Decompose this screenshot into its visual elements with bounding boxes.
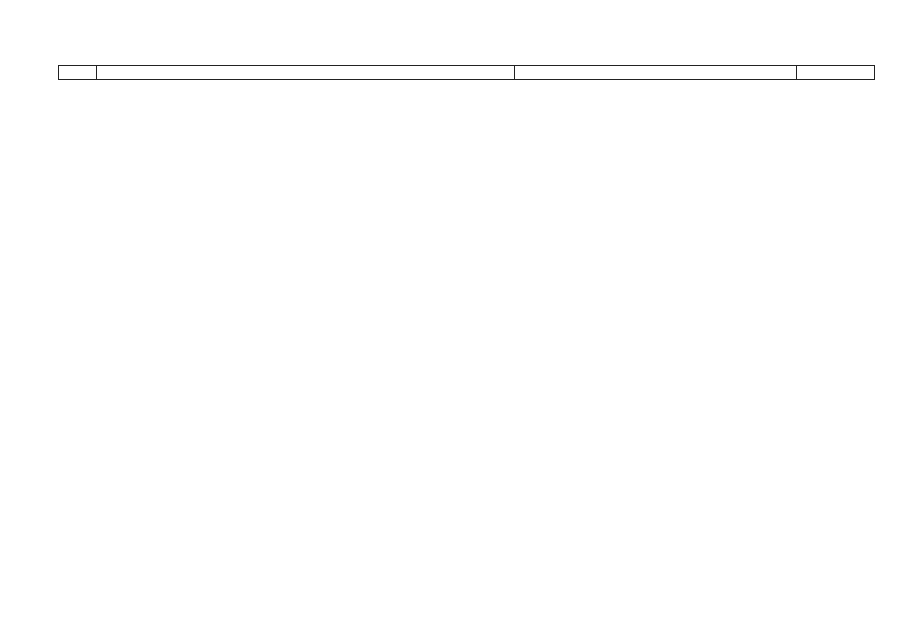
column-header (97, 66, 515, 80)
column-header (515, 66, 797, 80)
table-header-row (59, 66, 875, 80)
column-header (59, 66, 97, 80)
measures-table (58, 65, 875, 80)
column-header (797, 66, 875, 80)
